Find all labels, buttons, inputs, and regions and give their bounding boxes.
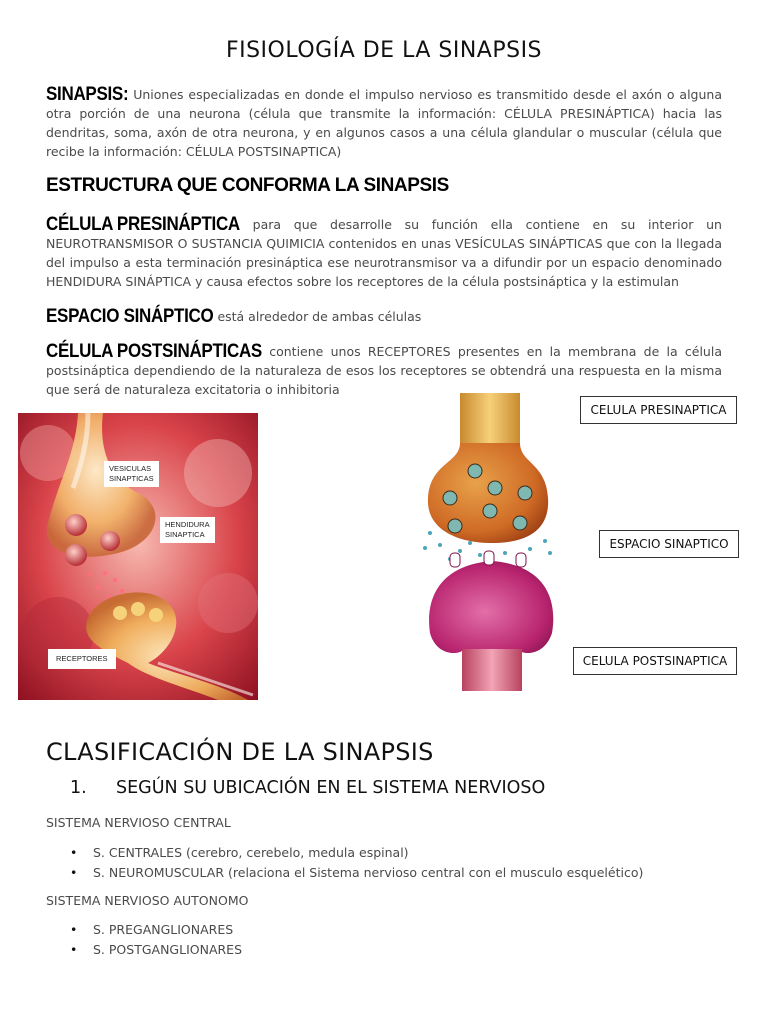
vesicles-label [104, 461, 159, 487]
autonomic-system-list [70, 920, 242, 959]
classification-sub-heading: SEGÚN SU UBICACIÓN EN EL SISTEMA NERVIOSO [116, 778, 546, 798]
cleft-label [160, 517, 215, 543]
central-system-label: SISTEMA NERVIOSO CENTRAL [46, 815, 231, 830]
structure-heading: ESTRUCTURA QUE CONFORMA LA SINAPSIS [46, 175, 449, 196]
vesicles-label-line1: VESICULAS [109, 464, 152, 473]
list-item: • S. POSTGANGLIONARES [70, 940, 242, 960]
classification-subheading [70, 778, 545, 798]
central-system-list [70, 843, 643, 882]
receptors-label: RECEPTORES [48, 649, 116, 669]
list-item: • S. NEUROMUSCULAR (relaciona el Sistema nervioso central con el musculo esquelético) [70, 863, 643, 883]
list-item: • S. CENTRALES (cerebro, cerebelo, medula espinal) [70, 843, 643, 863]
synapse-diagram [420, 393, 560, 691]
intro-paragraph [46, 84, 722, 161]
postsynaptic-paragraph [46, 341, 722, 399]
presynaptic-paragraph [46, 214, 722, 291]
classification-sub-number: 1. [70, 778, 87, 798]
cleft-label-line2: SINAPTICA [165, 530, 205, 539]
presynaptic-cell-label: CELULA PRESINAPTICA [580, 396, 737, 424]
postsynaptic-cell-label: CELULA POSTSINAPTICA [573, 647, 737, 675]
space-text: está alrededor de ambas células [217, 309, 422, 324]
intro-text: Uniones especializadas en donde el impulso nervioso es transmitido desde el axón o alguna otra porción de una neurona (célula que transmite la información: CÉLULA PRESINÁPTICA) hacia las dendritas, soma, axón de otra neurona, y en algunos casos a una célula glandular o muscular (célula que recibe la información: CÉLULA POSTSINAPTICA) [46, 87, 722, 159]
space-term: ESPACIO SINÁPTICO [46, 304, 214, 327]
synapse-diagram-illustration [420, 393, 560, 691]
cleft-label-line1: HENDIDURA [165, 520, 210, 529]
synaptic-space-label: ESPACIO SINAPTICO [599, 530, 739, 558]
presynaptic-text: para que desarrolle su función ella contiene en su interior un NEUROTRANSMISOR O SUSTANCIA QUIMICIA contenidos en unas VESÍCULAS SINÁPTICAS que con la llegada del impulso a esta terminación presináptica ese neurotransmisor va a difundir por un espacio denominado HENDIDURA SINÁPTICA y causa efectos sobre los receptores de la célula postsináptica y la estimulan [46, 217, 722, 289]
vesicles-label-line2: SINAPTICAS [109, 474, 154, 483]
intro-term: SINAPSIS: [46, 82, 129, 105]
postsynaptic-text: contiene unos RECEPTORES presentes en la membrana de la célula postsináptica dependiendo de la naturaleza de esos los receptores se obtendrá una respuesta en la misma que será de naturaleza excitatoria o inhibitoria [46, 344, 722, 397]
postsynaptic-term: CÉLULA POSTSINÁPTICAS [46, 339, 262, 362]
classification-heading: CLASIFICACIÓN DE LA SINAPSIS [46, 738, 434, 766]
list-item: • S. PREGANGLIONARES [70, 920, 242, 940]
synapse-photo [18, 413, 258, 700]
page-title: FISIOLOGÍA DE LA SINAPSIS [225, 38, 543, 63]
autonomic-system-label: SISTEMA NERVIOSO AUTONOMO [46, 893, 249, 908]
presynaptic-term: CÉLULA PRESINÁPTICA [46, 212, 240, 235]
space-paragraph [46, 306, 722, 326]
